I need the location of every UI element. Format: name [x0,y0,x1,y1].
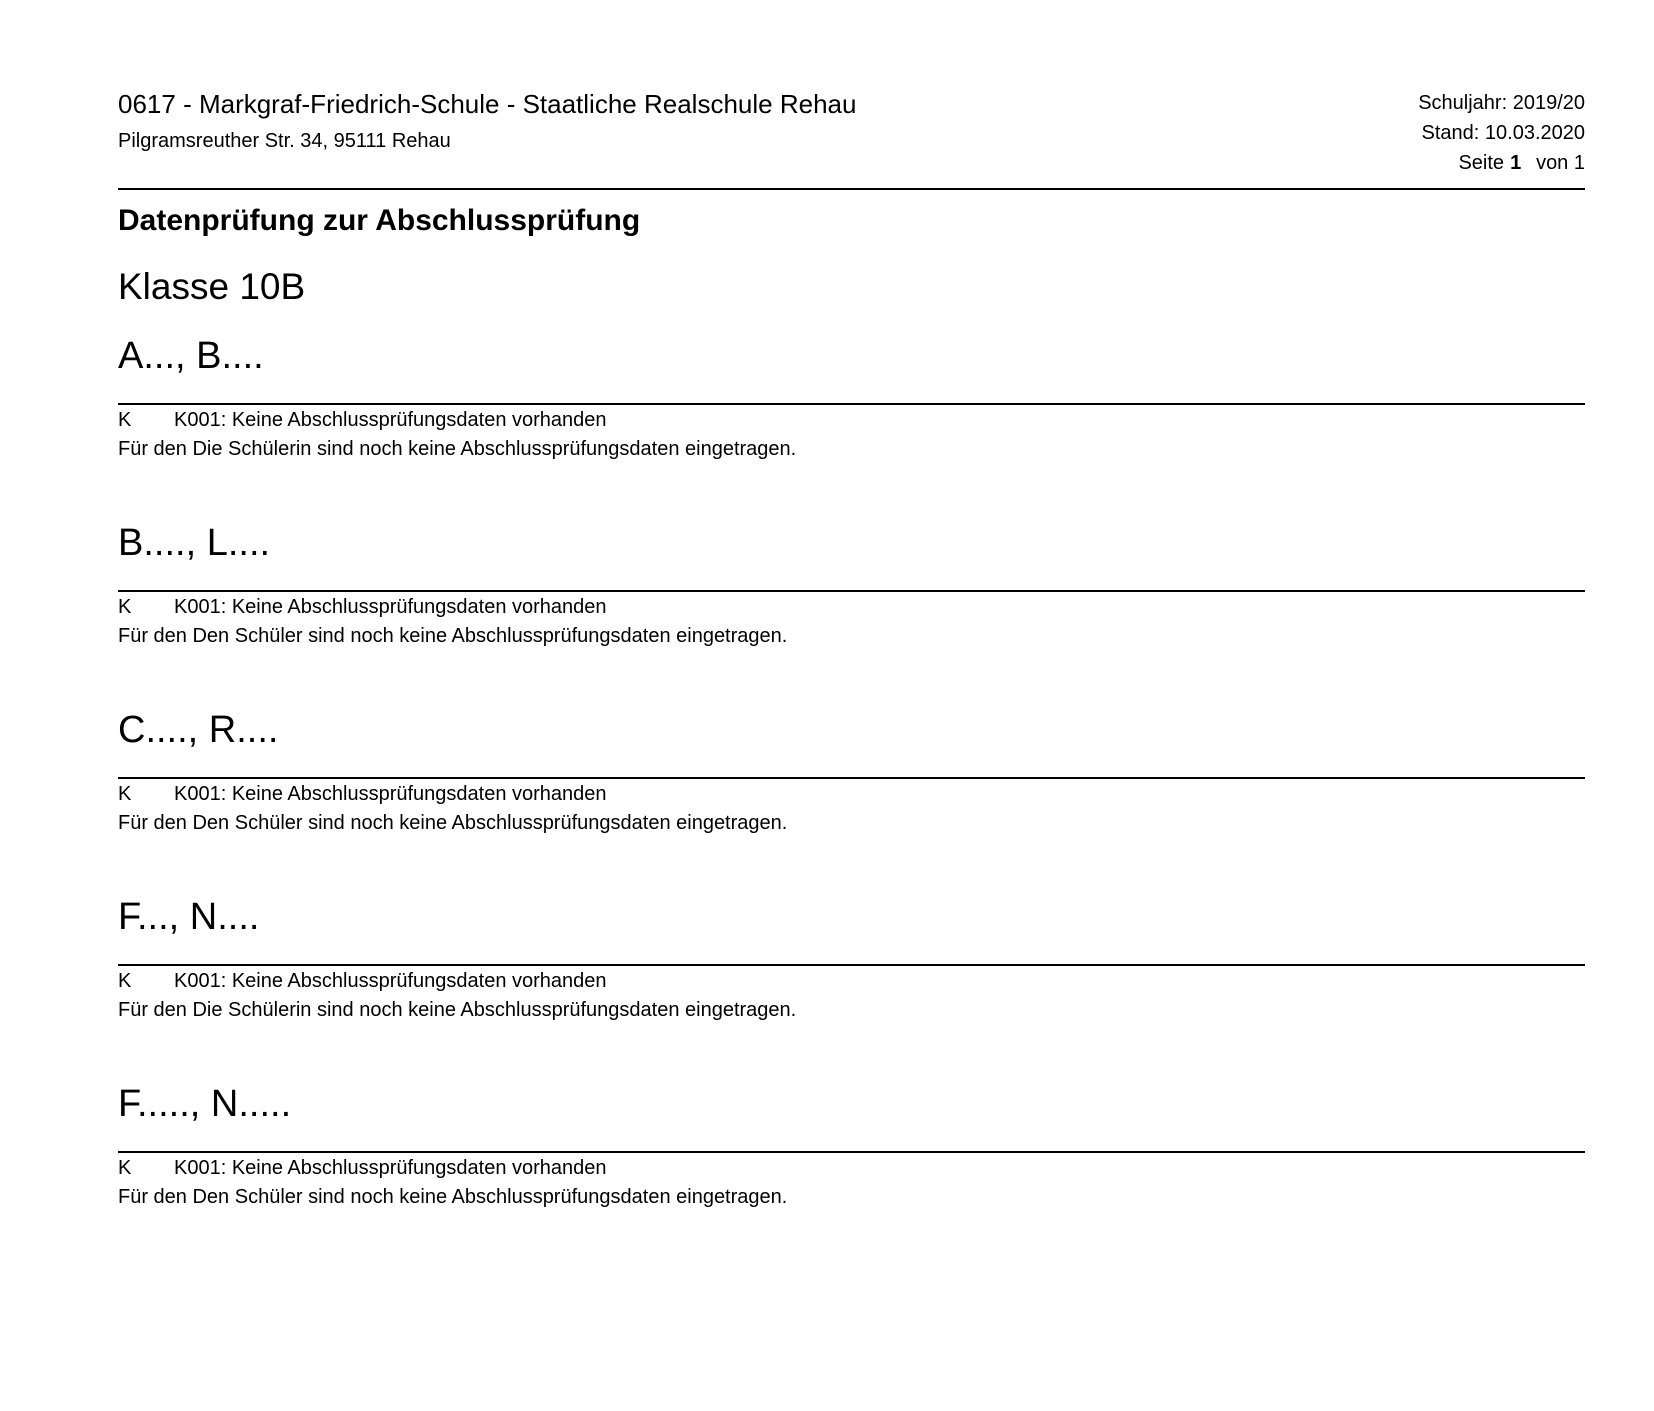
school-name: 0617 - Markgraf-Friedrich-Schule - Staatliche Realschule Rehau [118,89,857,119]
entry-divider [118,1151,1585,1153]
report-meta [1418,88,1585,178]
entry-message-line [118,967,1585,995]
student-entries [118,333,1585,1268]
entry-divider [118,964,1585,966]
student-entry [118,1081,1585,1268]
school-year: Schuljahr: 2019/20 [1418,92,1585,114]
entry-detail: Für den Den Schüler sind noch keine Abschlussprüfungsdaten eingetragen. [118,625,788,647]
entry-message-line [118,593,1585,621]
entry-message: K001: Keine Abschlussprüfungsdaten vorhanden [174,596,607,618]
entry-type: K [118,409,132,431]
entry-message: K001: Keine Abschlussprüfungsdaten vorhanden [174,1157,607,1179]
class-title: Klasse 10B [118,266,306,307]
student-name: C...., R.... [118,709,279,751]
entry-divider [118,403,1585,405]
report-date: Stand: 10.03.2020 [1421,122,1585,144]
student-entry [118,520,1585,707]
entry-detail: Für den Den Schüler sind noch keine Abschlussprüfungsdaten eingetragen. [118,1186,788,1208]
entry-detail: Für den Den Schüler sind noch keine Abschlussprüfungsdaten eingetragen. [118,812,788,834]
page-total: von 1 [1536,152,1585,174]
page-label: Seite [1458,152,1505,174]
header-divider [118,188,1585,190]
student-name: A..., B.... [118,335,264,377]
student-name: F....., N..... [118,1083,292,1125]
school-address: Pilgramsreuther Str. 34, 95111 Rehau [118,130,451,152]
entry-detail: Für den Die Schülerin sind noch keine Abschlussprüfungsdaten eingetragen. [118,999,797,1021]
entry-divider [118,777,1585,779]
entry-divider [118,590,1585,592]
student-name: B...., L.... [118,522,271,564]
entry-detail: Für den Die Schülerin sind noch keine Abschlussprüfungsdaten eingetragen. [118,438,797,460]
page-number: 1 [1510,152,1522,174]
entry-message: K001: Keine Abschlussprüfungsdaten vorhanden [174,409,607,431]
student-entry [118,333,1585,520]
entry-message-line [118,1154,1585,1182]
student-entry [118,894,1585,1081]
entry-message: K001: Keine Abschlussprüfungsdaten vorhanden [174,783,607,805]
student-name: F..., N.... [118,896,260,938]
entry-message-line [118,406,1585,434]
entry-type: K [118,596,132,618]
entry-message-line [118,780,1585,808]
entry-type: K [118,1157,132,1179]
document-title: Datenprüfung zur Abschlussprüfung [118,204,641,237]
entry-type: K [118,970,132,992]
student-entry [118,707,1585,894]
page-indicator [1418,148,1585,178]
entry-type: K [118,783,132,805]
entry-message: K001: Keine Abschlussprüfungsdaten vorhanden [174,970,607,992]
